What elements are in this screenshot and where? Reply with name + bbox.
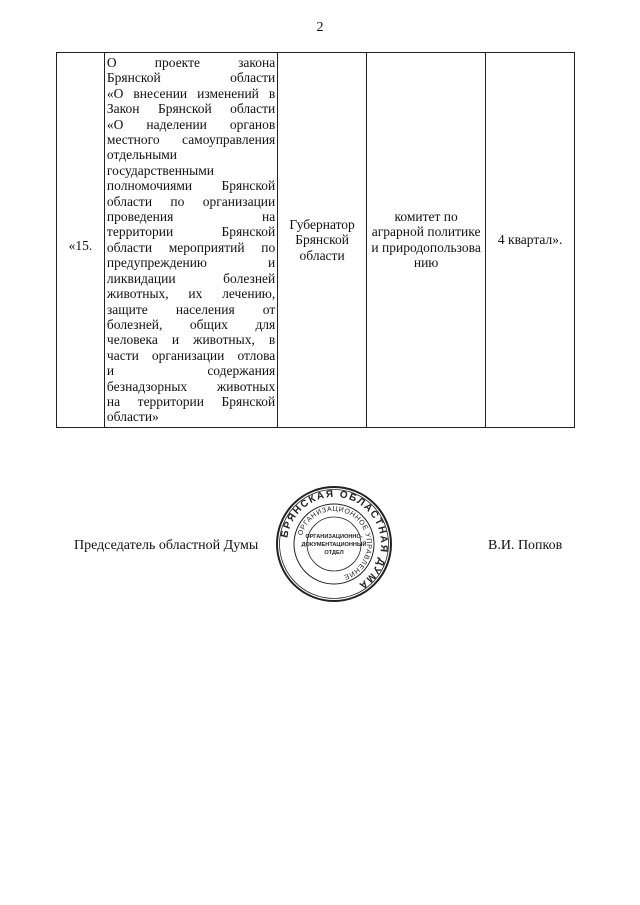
title-line: Закон Брянской области [106,101,276,117]
svg-text:ОРГАНИЗАЦИОННО-: ОРГАНИЗАЦИОННО- [305,534,363,540]
seal-graphic [274,484,394,604]
title-line: ликвидации болезней [106,270,276,286]
title-line: части организации отлова [106,347,276,363]
title-line: защите населения от [106,301,276,317]
title-line: области» [106,409,159,425]
svg-text:ОТДЕЛ: ОТДЕЛ [324,550,344,556]
title-line: области мероприятий по [106,239,276,255]
title-line: животных, их лечению, [106,286,276,302]
svg-text:БРЯНСКАЯ ОБЛАСТНАЯ ДУМА: БРЯНСКАЯ ОБЛАСТНАЯ ДУМА [279,488,390,592]
row-number-cell: «15. [57,53,105,428]
title-line: безнадзорных животных [106,378,276,394]
official-seal [274,484,394,604]
row-title-cell [104,53,277,428]
title-line: О проекте закона [106,55,276,70]
title-line: и содержания [106,363,276,379]
title-line: «О внесении изменений в [106,85,276,101]
table-row [57,53,575,428]
title-line: государственными [106,162,214,178]
title-line: Брянской области [106,70,276,86]
title-line: территории Брянской [106,224,276,240]
title-line: человека и животных, в [106,332,276,348]
title-line: местного самоуправления [106,132,276,148]
title-line: области по организации [106,193,276,209]
signer-name: В.И. Попков [488,538,563,553]
responsible-cell: Губернатор Брянской области [278,53,367,428]
page-number: 2 [316,20,324,35]
title-line: болезней, общих для [106,316,276,332]
title-line: проведения на [106,209,276,225]
signer-position: Председатель областной Думы [74,538,259,553]
svg-text:ОРГАНИЗАЦИОННОЕ УПРАВЛЕНИЕ: ОРГАНИЗАЦИОННОЕ УПРАВЛЕНИЕ [297,505,373,581]
committee-cell: комитет по аграрной политике и природопользова нию [366,53,485,428]
title-line: полномочиями Брянской [106,178,276,194]
title-line: на территории Брянской [106,393,276,409]
term-cell: 4 квартал». [486,53,575,428]
svg-text:ДОКУМЕНТАЦИОННЫЙ: ДОКУМЕНТАЦИОННЫЙ [301,542,367,548]
title-line: «О наделении органов [106,116,276,132]
title-line: предупреждению и [106,255,276,271]
title-line: отдельными [106,147,178,163]
document-table [56,52,575,428]
